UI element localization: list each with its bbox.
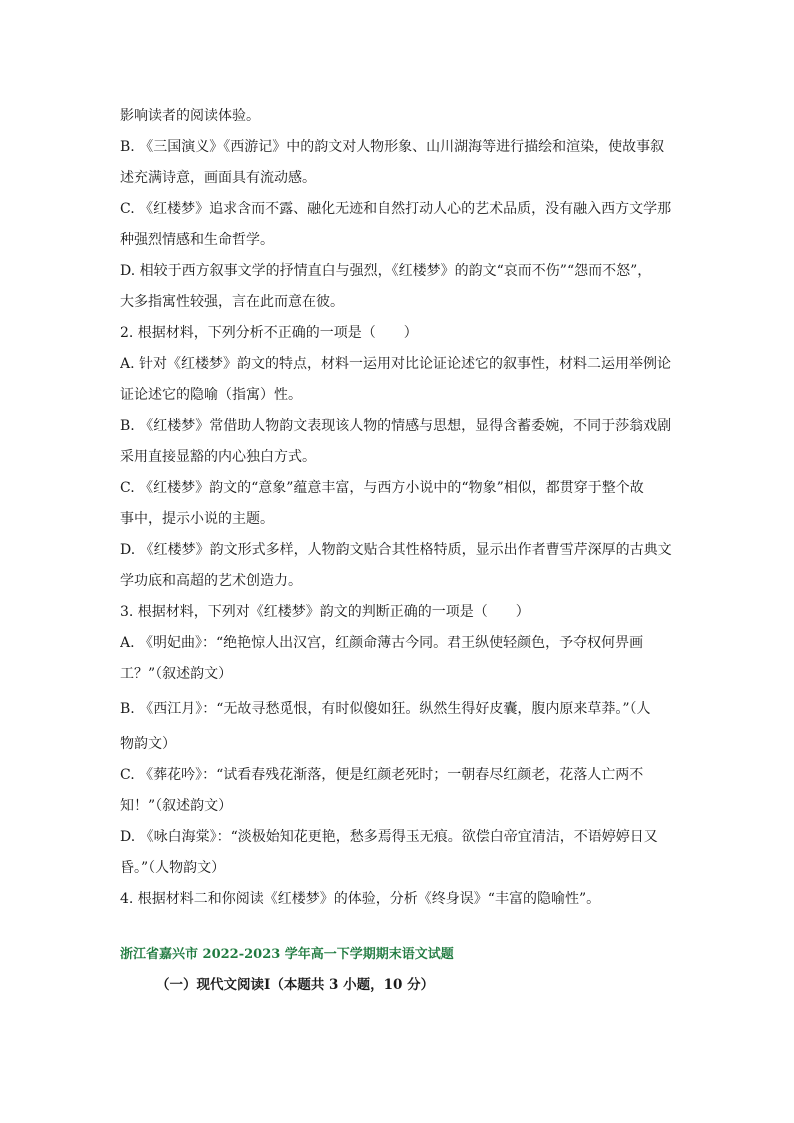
section-subtitle: （一）现代文阅读Ⅰ（本题共 3 小题，10 分） <box>156 977 435 993</box>
q3-option-b-line-1: B. 《西江月》：“无故寻愁觅恨，有时似傻如狂。纵然生得好皮囊，腹内原来草莽。”（人 <box>120 701 651 717</box>
option-d-line-2: 大多指寓性较强，言在此而意在彼。 <box>120 294 344 310</box>
q3-option-d-line-2: 昏。”（人物韵文） <box>120 860 226 876</box>
q3-option-a-line-2: 工？”（叙述韵文） <box>120 666 233 682</box>
q2-option-d-line-1: D. 《红楼梦》韵文形式多样，人物韵文贴合其性格特质，显示出作者曹雪芹深厚的古典文 <box>120 542 672 558</box>
q2-option-b-line-1: B. 《红楼梦》常借助人物韵文表现该人物的情感与思想，显得含蓄委婉，不同于莎翁戏剧 <box>120 418 672 434</box>
text-line: 影响读者的阅读体验。 <box>120 108 260 124</box>
option-c-line-2: 种强烈情感和生命哲学。 <box>120 232 274 248</box>
option-d-line-1: D. 相较于西方叙事文学的抒情直白与强烈，《红楼梦》的韵文“哀而不伤”“怨而不怒”， <box>120 263 652 279</box>
q2-option-a-line-1: A. 针对《红楼梦》韵文的特点，材料一运用对比论证论述它的叙事性，材料二运用举例论 <box>120 356 672 372</box>
q3-option-d-line-1: D. 《咏白海棠》：“淡极始知花更艳，愁多焉得玉无痕。欲偿白帝宜清洁，不语婷婷日又 <box>120 829 658 845</box>
q3-option-c-line-2: 知！”（叙述韵文） <box>120 798 233 814</box>
q3-option-c-line-1: C. 《葬花吟》：“试看春残花渐落，便是红颜老死时；一朝春尽红颜老，花落人亡两不 <box>120 767 644 783</box>
q3-option-b-line-2: 物韵文） <box>120 736 176 752</box>
q2-option-c-line-2: 事中，提示小说的主题。 <box>120 511 274 527</box>
section-title: 浙江省嘉兴市 2022-2023 学年高一下学期期末语文试题 <box>120 947 454 962</box>
q2-option-d-line-2: 学功底和高超的艺术创造力。 <box>120 573 302 589</box>
question-4: 4. 根据材料二和你阅读《红楼梦》的体验，分析《终身误》“丰富的隐喻性”。 <box>120 891 601 907</box>
question-3: 3. 根据材料，下列对《红楼梦》韵文的判断正确的一项是（ ） <box>120 604 530 620</box>
option-b-line-2: 述充满诗意，画面具有流动感。 <box>120 170 316 186</box>
option-c-line-1: C. 《红楼梦》追求含而不露、融化无迹和自然打动人心的艺术品质，没有融入西方文学那 <box>120 201 672 217</box>
q2-option-b-line-2: 采用直接显豁的内心独白方式。 <box>120 449 316 465</box>
q2-option-a-line-2: 证论述它的隐喻（指寓）性。 <box>120 387 302 403</box>
option-b-line-1: B. 《三国演义》《西游记》中的韵文对人物形象、山川湖海等进行描绘和渲染，使故事叙 <box>120 139 665 155</box>
document-body <box>120 101 680 997</box>
q3-option-a-line-1: A. 《明妃曲》：“绝艳惊人出汉宫，红颜命薄古今同。君王纵使轻颜色，予夺权何畀画 <box>120 635 644 651</box>
question-2: 2. 根据材料，下列分析不正确的一项是（ ） <box>120 325 418 341</box>
q2-option-c-line-1: C. 《红楼梦》韵文的“意象”蕴意丰富，与西方小说中的“物象”相似，都贯穿于整个故 <box>120 480 644 496</box>
